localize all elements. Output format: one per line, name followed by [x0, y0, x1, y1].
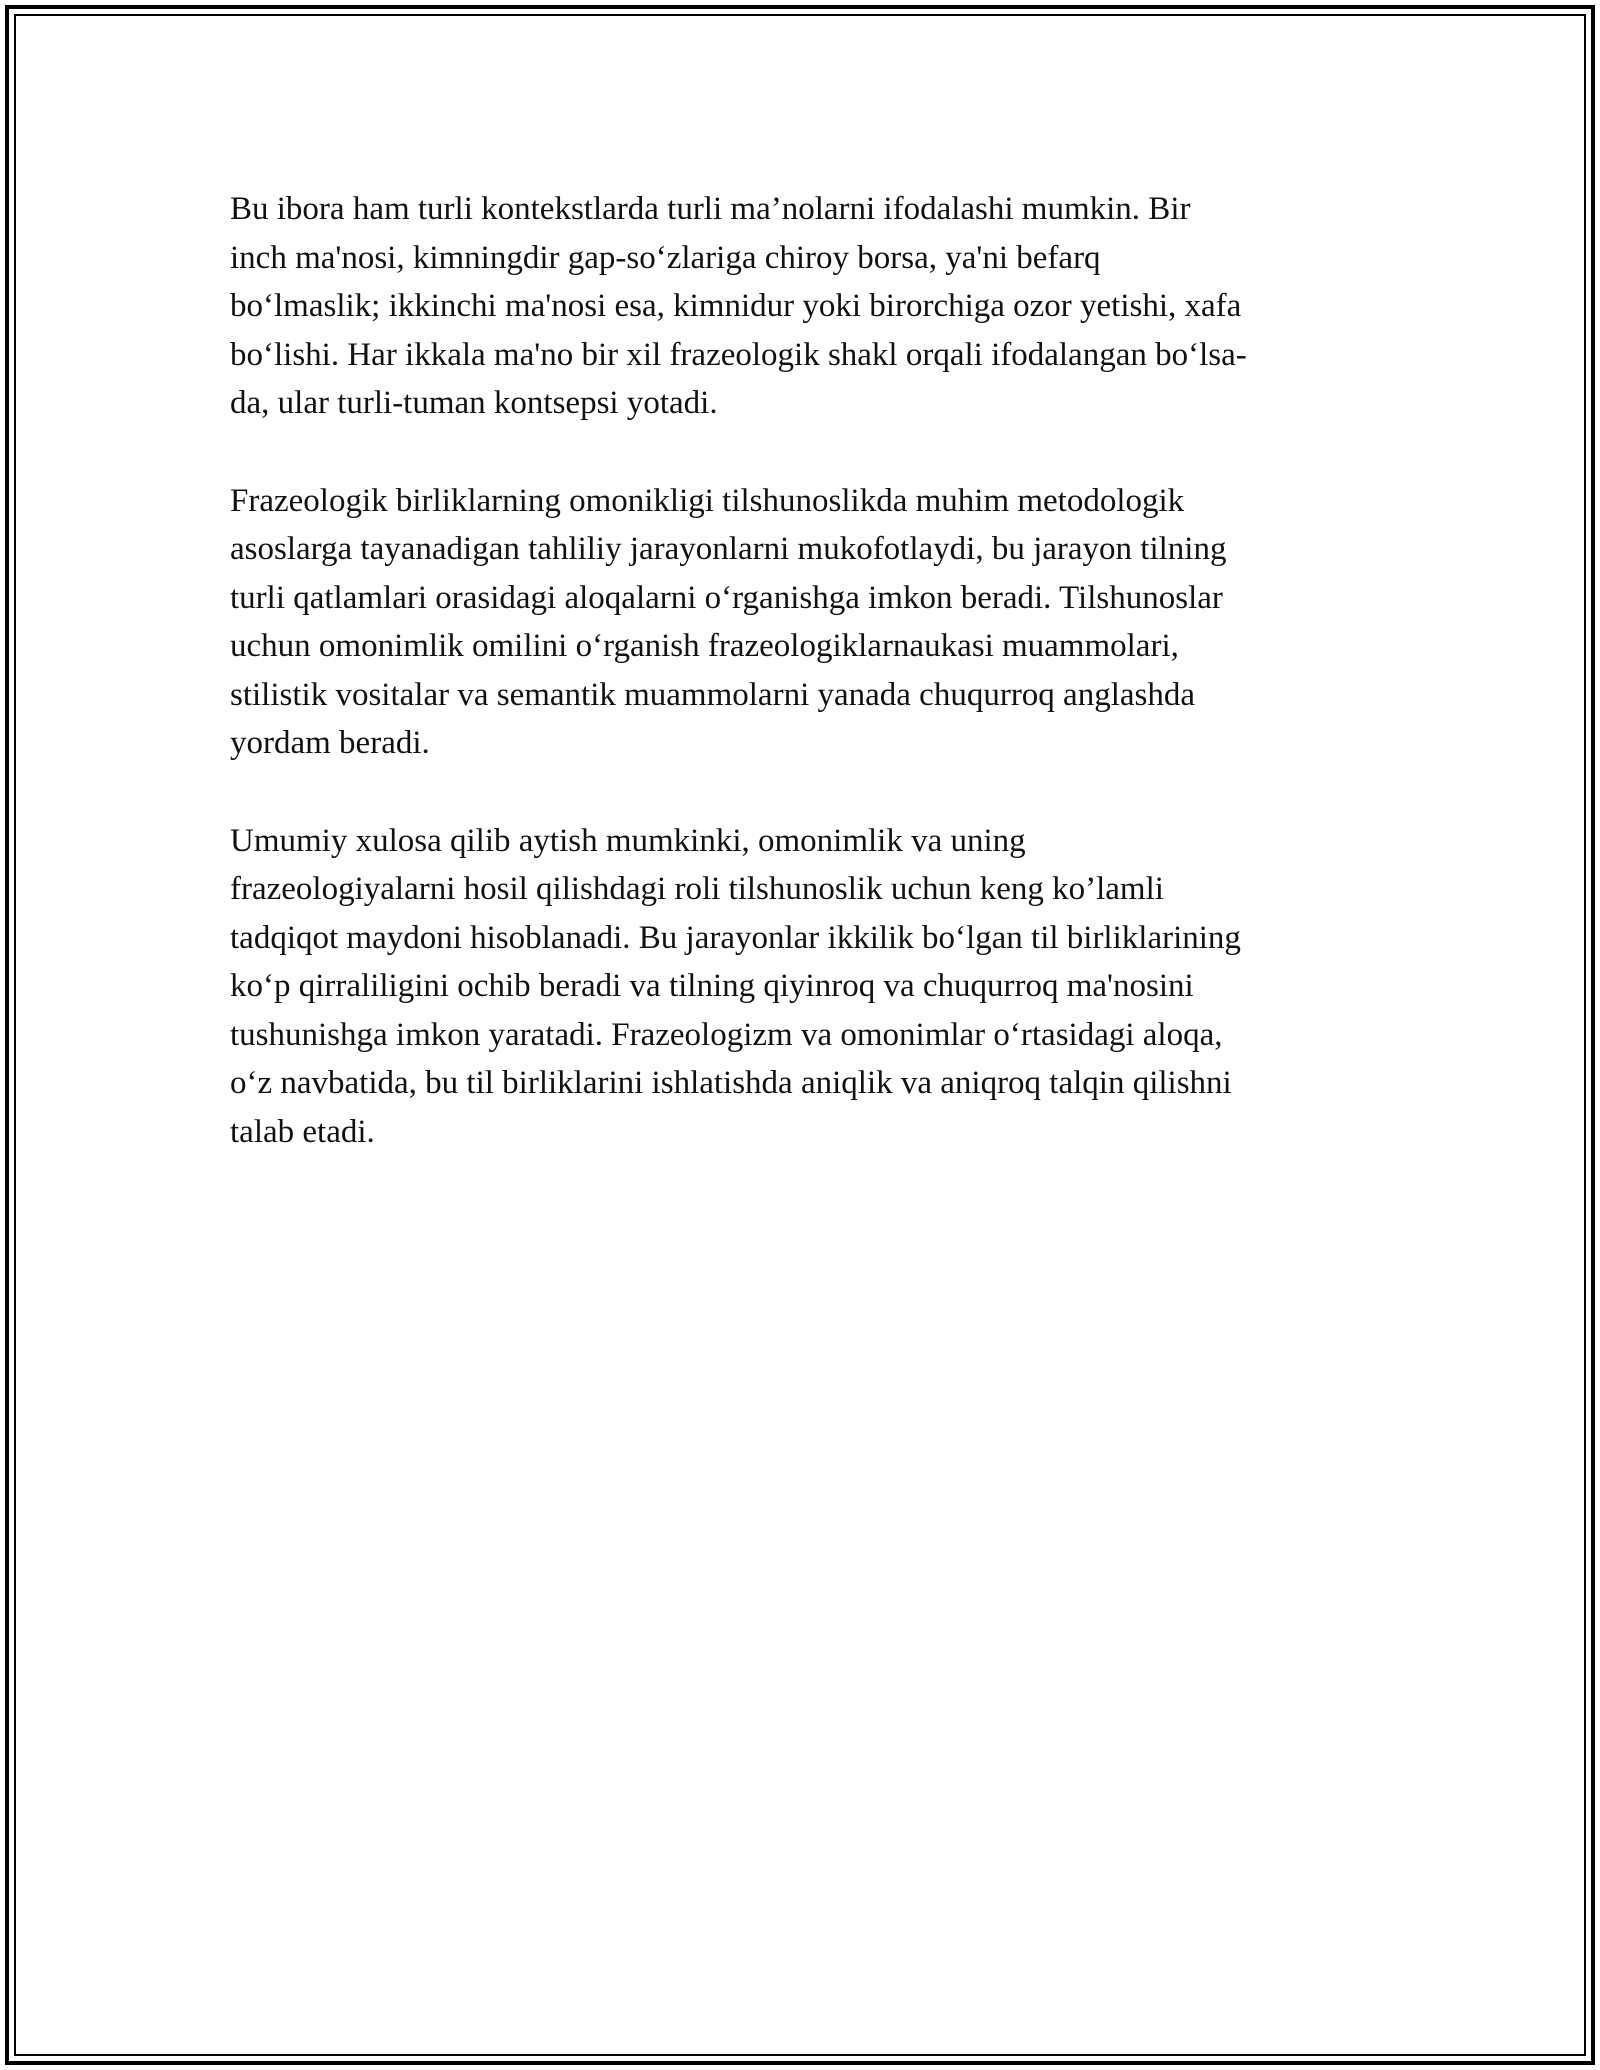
document-body — [230, 185, 1380, 1205]
paragraph-2 — [230, 477, 1380, 768]
text-line: tushunishga imkon yaratadi. Frazeologizm va omonimlar o‘rtasidagi aloqa, — [230, 1016, 1223, 1053]
text-line: Bu ibora ham turli kontekstlarda turli ma’nolarni ifodalashi mumkin. Bir — [230, 191, 1191, 227]
text-line: da, ular turli-tuman kontsepsi yotadi. — [230, 385, 718, 421]
text-line: inch ma'nosi, kimningdir gap-so‘zlariga chiroy borsa, ya'ni befarq — [230, 239, 1101, 276]
text-line: Umumiy xulosa qilib aytish mumkinki, omonimlik va uning — [230, 822, 1026, 859]
text-line: asoslarga tayanadigan tahliliy jarayonlarni mukofotlaydi, bu jarayon tilning — [230, 531, 1227, 567]
text-line: talab etadi. — [230, 1113, 375, 1150]
text-line: o‘z navbatida, bu til birliklarini ishlatishda aniqlik va aniqroq talqin qilishni — [230, 1065, 1232, 1101]
text-line: yordam beradi. — [230, 725, 430, 761]
paragraph-3 — [230, 817, 1380, 1157]
paragraph-1 — [230, 185, 1380, 428]
text-line: stilistik vositalar va semantik muammolarni yanada chuqurroq anglashda — [230, 676, 1196, 713]
text-line: bo‘lishi. Har ikkala ma'no bir xil frazeologik shakl orqali ifodalangan bo‘lsa- — [230, 336, 1247, 373]
text-line: tadqiqot maydoni hisoblanadi. Bu jarayonlar ikkilik bo‘lgan til birliklarining — [230, 919, 1241, 956]
text-line: Frazeologik birliklarning omonikligi tilshunoslikda muhim metodologik — [230, 482, 1185, 519]
text-line: turli qatlamlari orasidagi aloqalarni o‘rganishga imkon beradi. Tilshunoslar — [230, 579, 1223, 616]
text-line: frazeologiyalarni hosil qilishdagi roli tilshunoslik uchun keng ko’lamli — [230, 871, 1164, 907]
text-line: uchun omonimlik omilini o‘rganish frazeologiklarnaukasi muammolari, — [230, 628, 1179, 664]
text-line: bo‘lmaslik; ikkinchi ma'nosi esa, kimnidur yoki birorchiga ozor yetishi, xafa — [230, 288, 1242, 324]
text-line: ko‘p qirraliligini ochib beradi va tilning qiyinroq va chuqurroq ma'nosini — [230, 968, 1194, 1004]
